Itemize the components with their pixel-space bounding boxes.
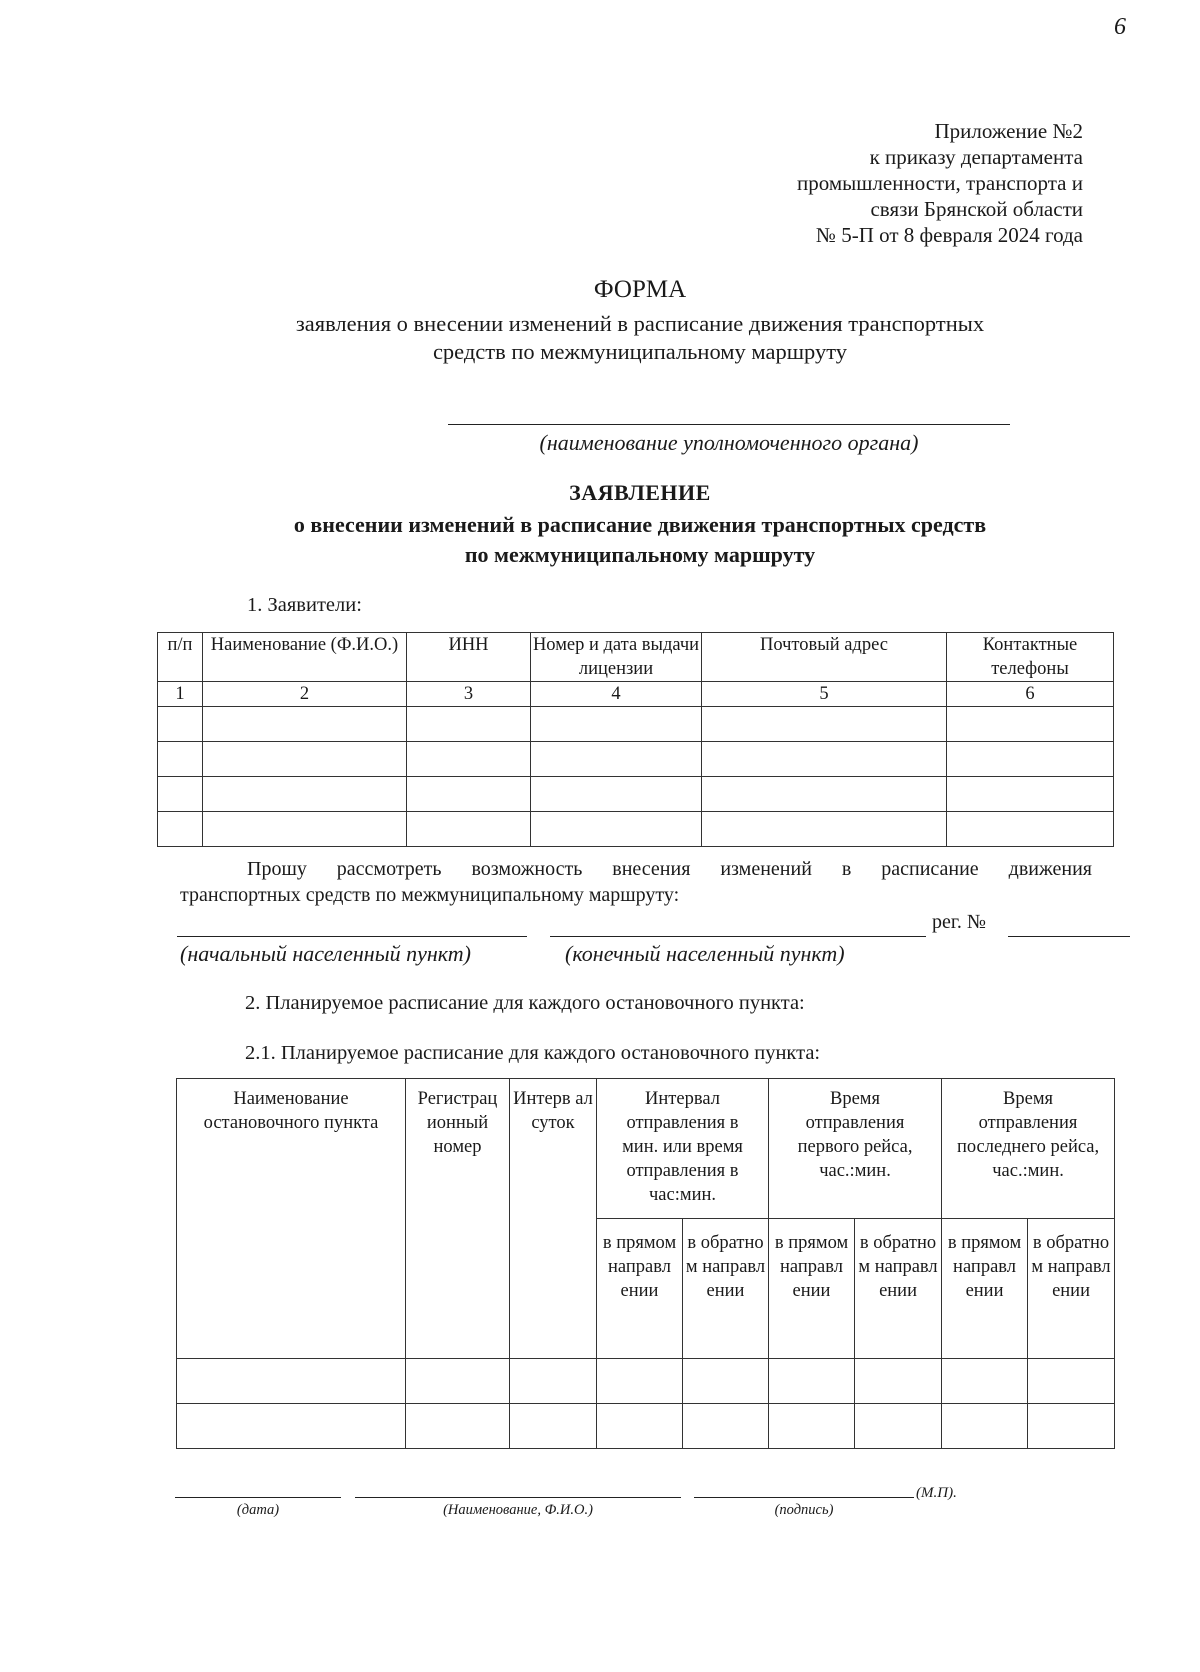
end-point-caption: (конечный населенный пункт) [565, 941, 845, 966]
table-cell[interactable] [683, 1359, 769, 1404]
table-cell[interactable] [702, 707, 947, 742]
header-interval-days: Интерв ал суток [510, 1079, 597, 1359]
statement-subtitle-line: о внесении изменений в расписание движения транспортных средств [293, 512, 987, 537]
date-blank[interactable] [175, 1497, 341, 1498]
table-cell[interactable] [769, 1359, 855, 1404]
table-cell[interactable] [942, 1404, 1028, 1449]
statement-subtitle [0, 510, 1200, 570]
table-cell[interactable] [683, 1404, 769, 1449]
end-point-blank[interactable] [550, 936, 926, 937]
table-cell[interactable] [947, 742, 1114, 777]
signature-caption: (подпись) [774, 1502, 834, 1518]
table-cell[interactable] [855, 1359, 942, 1404]
authority-caption: (наименование уполномоченного органа) [539, 430, 919, 455]
forma-subtitle-line: средств по межмуниципальному маршруту [432, 339, 848, 364]
reg-number-label: рег. № [932, 911, 986, 933]
table-cell[interactable] [203, 812, 407, 847]
table-cell[interactable] [158, 812, 203, 847]
header-reg-number: Регистрац ионный номер [406, 1079, 510, 1359]
table-cell[interactable] [597, 1359, 683, 1404]
column-header: Почтовый адрес [702, 633, 947, 682]
column-header: п/п [158, 633, 203, 682]
column-number: 4 [531, 682, 702, 707]
table-cell[interactable] [177, 1404, 406, 1449]
table-cell[interactable] [1028, 1359, 1115, 1404]
table-row [177, 1404, 1115, 1449]
header-backward-direction: в обратно м направл ении [683, 1219, 769, 1359]
header-stop-name: Наименование остановочного пункта [177, 1079, 406, 1359]
forma-subtitle [0, 310, 1200, 366]
date-caption: (дата) [236, 1502, 280, 1518]
table-cell[interactable] [407, 707, 531, 742]
header-first-trip: Время отправления первого рейса, час.:мин. [769, 1079, 942, 1219]
reg-number-blank[interactable] [1008, 936, 1130, 937]
header-interval-departure: Интервал отправления в мин. или время отправления в час:мин. [597, 1079, 769, 1219]
appendix-block [663, 118, 1083, 248]
table-cell[interactable] [406, 1359, 510, 1404]
table-cell[interactable] [702, 812, 947, 847]
table-cell[interactable] [158, 777, 203, 812]
header-last-trip: Время отправления последнего рейса, час.:мин. [942, 1079, 1115, 1219]
table-row [158, 777, 1114, 812]
header-backward-direction: в обратно м направл ении [855, 1219, 942, 1359]
schedule-table [176, 1078, 1115, 1449]
column-number: 2 [203, 682, 407, 707]
table-cell[interactable] [203, 707, 407, 742]
appendix-line: промышленности, транспорта и [797, 171, 1083, 195]
appendix-line: Приложение №2 [934, 119, 1083, 143]
table-row [158, 742, 1114, 777]
table-cell[interactable] [531, 707, 702, 742]
appendix-line: к приказу департамента [869, 145, 1083, 169]
table-cell[interactable] [769, 1404, 855, 1449]
forma-subtitle-line: заявления о внесении изменений в расписание движения транспортных [295, 311, 985, 336]
column-header: Наименование (Ф.И.О.) [203, 633, 407, 682]
table-cell[interactable] [947, 707, 1114, 742]
table-cell[interactable] [177, 1359, 406, 1404]
table-cell[interactable] [407, 742, 531, 777]
table-cell[interactable] [947, 812, 1114, 847]
table-number-row [158, 682, 1114, 707]
statement-title: ЗАЯВЛЕНИЕ [569, 480, 711, 505]
table-cell[interactable] [406, 1404, 510, 1449]
table-cell[interactable] [407, 777, 531, 812]
table-header-row [158, 633, 1114, 682]
table-header-row [177, 1079, 1115, 1219]
column-header: Номер и дата выдачи лицензии [531, 633, 702, 682]
table-cell[interactable] [203, 777, 407, 812]
table-cell[interactable] [855, 1404, 942, 1449]
header-backward-direction: в обратно м направл ении [1028, 1219, 1115, 1359]
name-blank[interactable] [355, 1497, 681, 1498]
appendix-line: связи Брянской области [870, 197, 1083, 221]
table-row [177, 1359, 1115, 1404]
table-cell[interactable] [702, 777, 947, 812]
request-text-line2: транспортных средств по межмуниципальному маршруту: [180, 884, 680, 906]
signature-blank[interactable] [694, 1497, 914, 1498]
table-cell[interactable] [597, 1404, 683, 1449]
name-caption: (Наименование, Ф.И.О.) [443, 1502, 593, 1518]
column-number: 6 [947, 682, 1114, 707]
table-cell[interactable] [407, 812, 531, 847]
table-cell[interactable] [531, 812, 702, 847]
table-cell[interactable] [531, 777, 702, 812]
section2-label: 2. Планируемое расписание для каждого остановочного пункта: [245, 992, 805, 1014]
stamp-mark: (М.П). [916, 1485, 957, 1501]
section21-label: 2.1. Планируемое расписание для каждого остановочного пункта: [245, 1042, 821, 1064]
table-cell[interactable] [1028, 1404, 1115, 1449]
column-header: Контактные телефоны [947, 633, 1114, 682]
start-point-caption: (начальный населенный пункт) [180, 941, 471, 966]
table-cell[interactable] [702, 742, 947, 777]
page-number: 6 [1114, 14, 1126, 40]
header-forward-direction: в прямом направл ении [769, 1219, 855, 1359]
applicants-table [157, 632, 1114, 847]
authority-blank[interactable] [448, 424, 1010, 425]
column-header: ИНН [407, 633, 531, 682]
table-cell[interactable] [158, 707, 203, 742]
column-number: 5 [702, 682, 947, 707]
request-text-line1: Прошу рассмотреть возможность внесения изменений в расписание движения [247, 858, 1092, 880]
section1-label: 1. Заявители: [247, 594, 362, 616]
table-cell[interactable] [531, 742, 702, 777]
appendix-line: № 5-П от 8 февраля 2024 года [815, 223, 1083, 247]
table-cell[interactable] [203, 742, 407, 777]
column-number: 3 [407, 682, 531, 707]
table-row [158, 707, 1114, 742]
forma-title: ФОРМА [593, 276, 687, 303]
table-cell[interactable] [947, 777, 1114, 812]
table-cell[interactable] [942, 1359, 1028, 1404]
header-forward-direction: в прямом направл ении [942, 1219, 1028, 1359]
table-cell[interactable] [158, 742, 203, 777]
header-forward-direction: в прямом направл ении [597, 1219, 683, 1359]
table-row [158, 812, 1114, 847]
table-cell[interactable] [510, 1404, 597, 1449]
column-number: 1 [158, 682, 203, 707]
start-point-blank[interactable] [177, 936, 527, 937]
statement-subtitle-line: по межмуниципальному маршруту [464, 542, 816, 567]
table-cell[interactable] [510, 1359, 597, 1404]
